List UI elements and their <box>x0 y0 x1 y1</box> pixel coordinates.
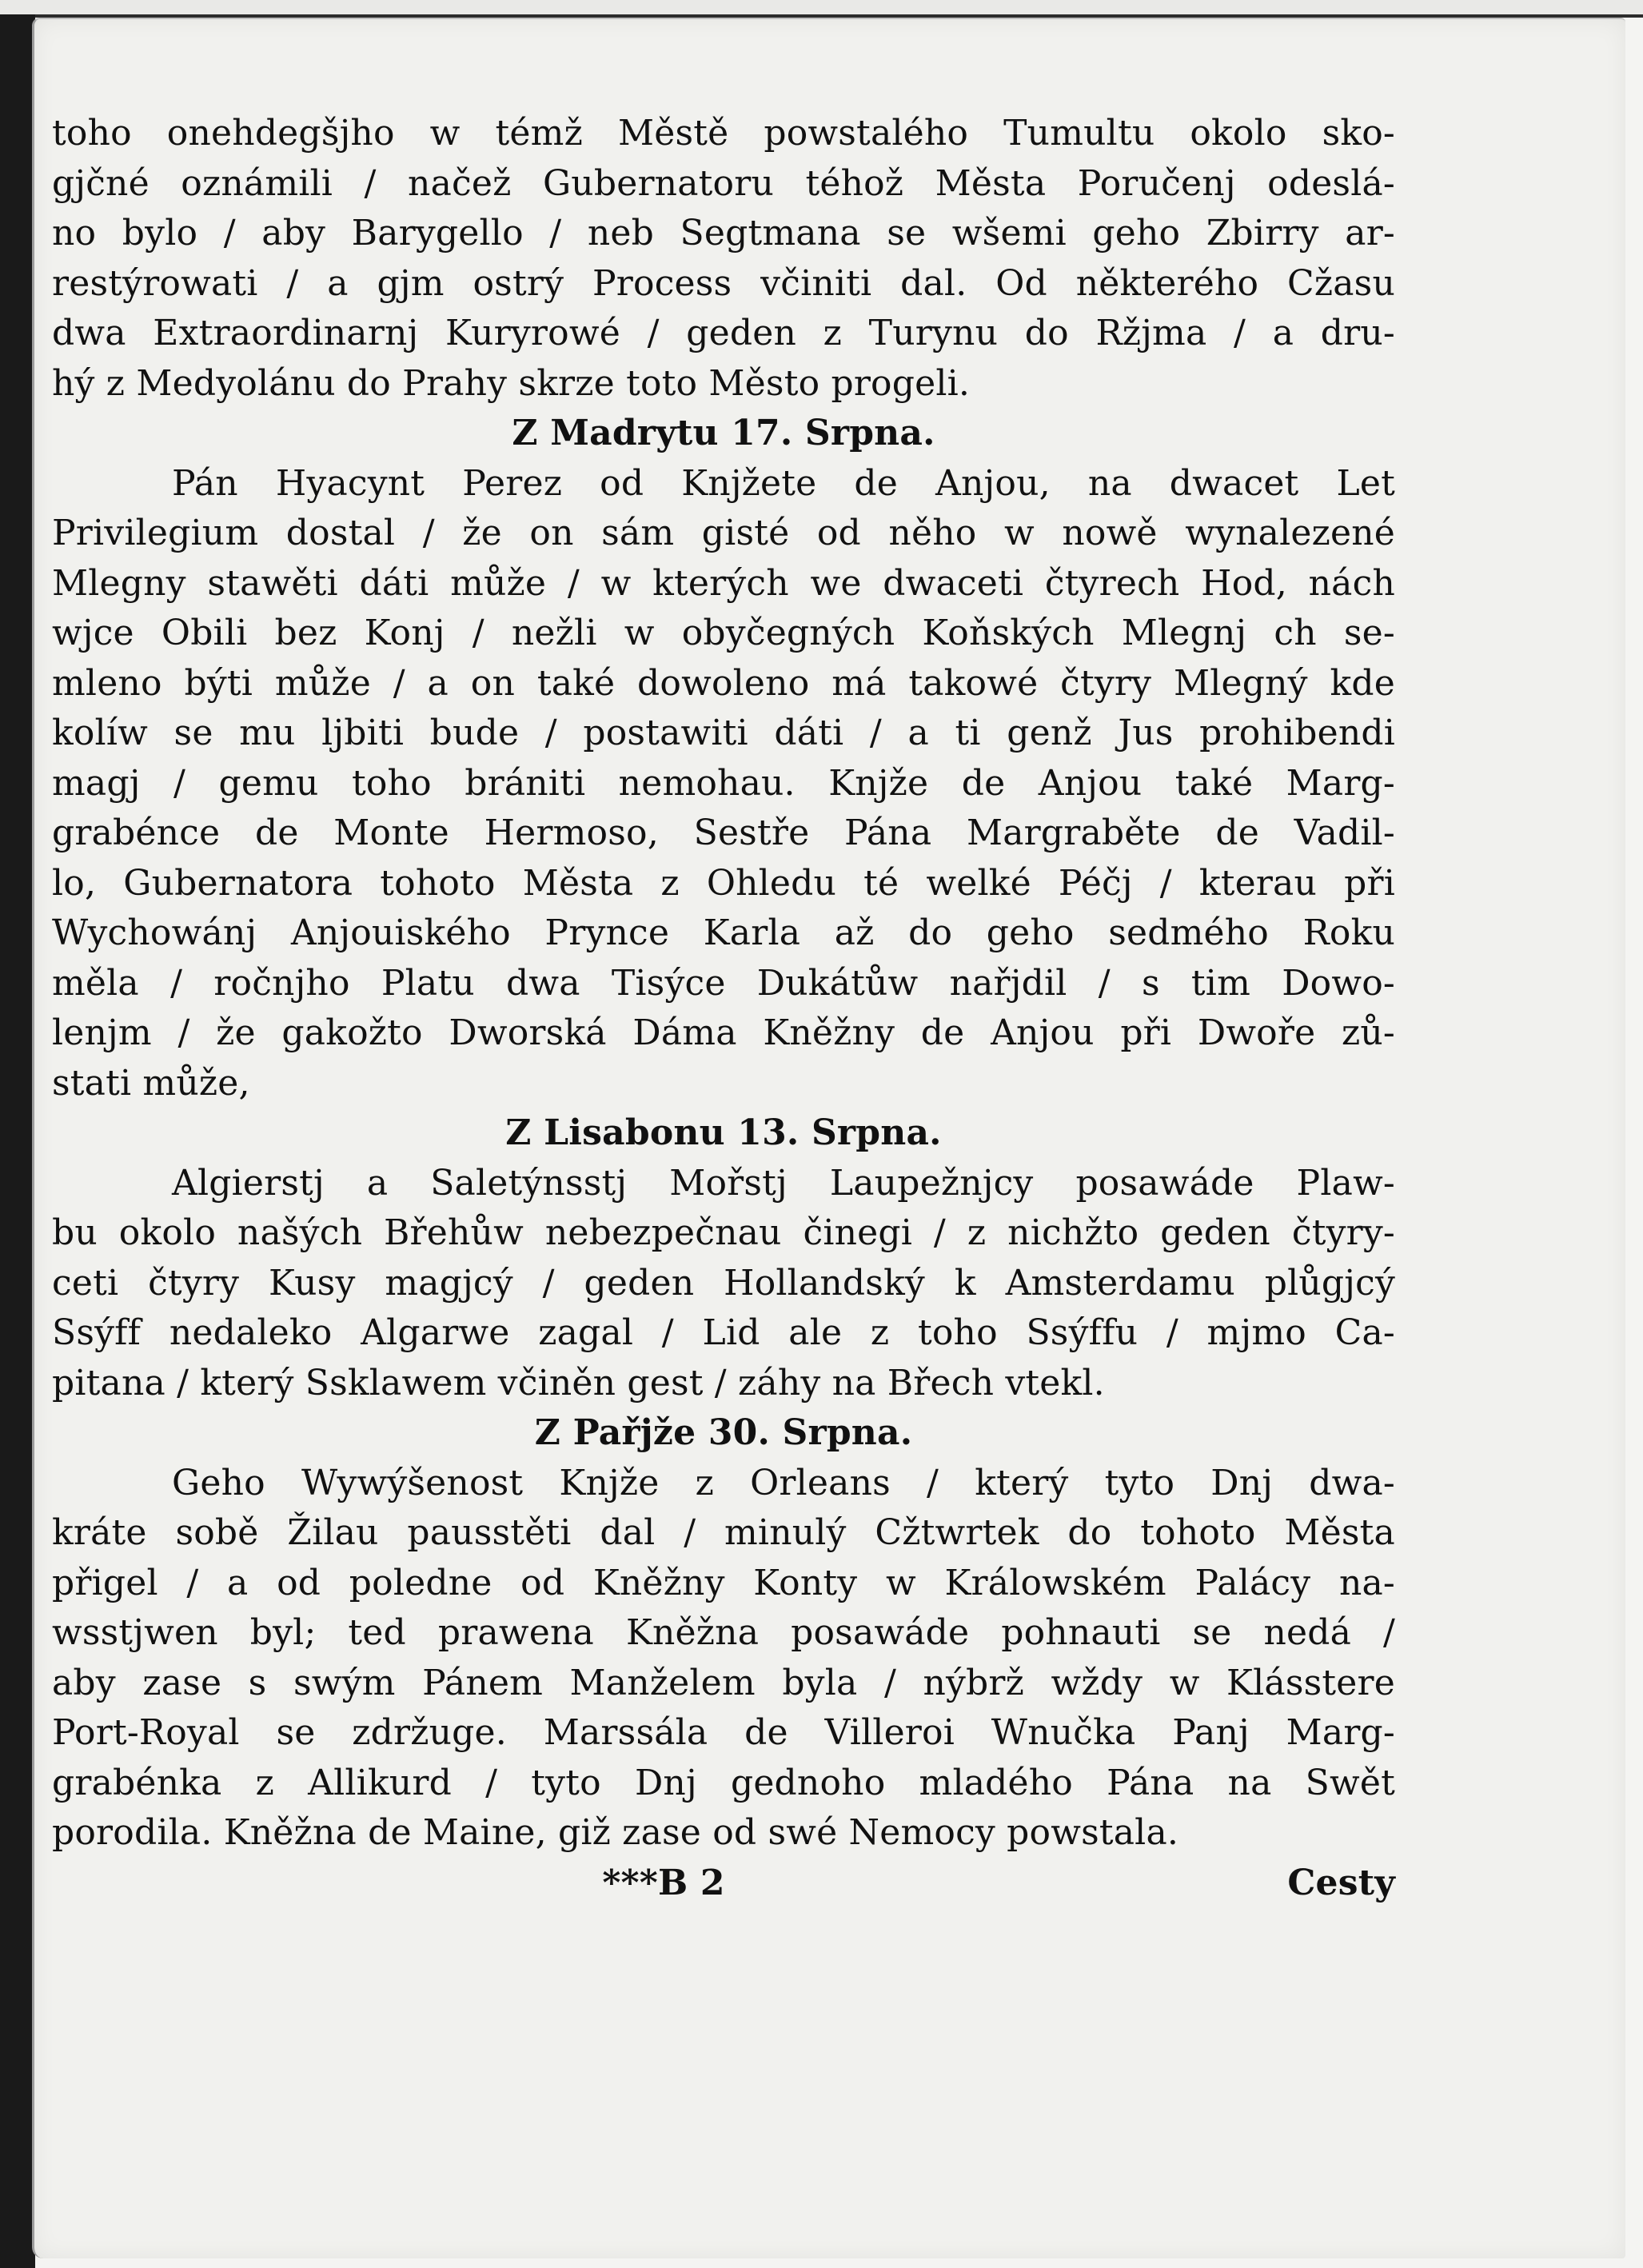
text-line: porodila. Kněžna de Maine, giž zase od swé Nemocy powstala. <box>52 1812 1179 1853</box>
catchword: Cesty <box>1287 1862 1395 1903</box>
text-line: Geho Wywýšenost Knjže z Orleans / který tyto Dnj dwa- <box>172 1462 1395 1503</box>
text-line: aby zase s swým Pánem Manželem byla / nýbrž wždy w Klásstere <box>52 1662 1395 1703</box>
text-line: grabénce de Monte Hermoso, Sestře Pána Margraběte de Vadil- <box>52 813 1395 853</box>
signature-mark: ***B 2 <box>602 1862 725 1903</box>
dateline-heading: Z Pařjže 30. Srpna. <box>534 1412 913 1453</box>
text-line: Port-Royal se zdržuge. Marssála de Villeroi Wnučka Panj Marg- <box>52 1712 1395 1753</box>
book-gutter-shadow <box>0 14 35 2268</box>
text-line: no bylo / aby Barygello / neb Segtmana se wšemi geho Zbirry ar- <box>52 213 1395 254</box>
article-body <box>52 109 1395 1908</box>
text-line: přigel / a od poledne od Kněžny Konty w Králowském Palácy na- <box>52 1562 1395 1603</box>
page-footer <box>52 1859 1395 1909</box>
text-line: kráte sobě Žilau pausstěti dal / minulý Cžtwrtek do tohoto Města <box>52 1512 1395 1553</box>
dateline-heading: Z Madrytu 17. Srpna. <box>512 413 935 453</box>
text-line: toho onehdegšjho w témž Městě powstalého Tumultu okolo sko- <box>52 113 1395 154</box>
previous-page-edge <box>0 0 1643 18</box>
text-line: stati může, <box>52 1062 250 1104</box>
text-line: wjce Obili bez Konj / nežli w obyčegných Koňských Mlegnj ch se- <box>52 613 1395 653</box>
text-line: grabénka z Allikurd / tyto Dnj gednoho mladého Pána na Swět <box>52 1762 1395 1803</box>
text-line: Ssýff nedaleko Algarwe zagal / Lid ale z toho Ssýffu / mjmo Ca- <box>52 1312 1395 1353</box>
text-line: lenjm / že gakožto Dworská Dáma Kněžny de Anjou při Dwoře zů- <box>52 1012 1395 1053</box>
text-line: restýrowati / a gjm ostrý Process včiniti dal. Od některého Cžasu <box>52 262 1395 304</box>
text-line: magj / gemu toho brániti nemohau. Knjže de Anjou také Marg- <box>52 762 1395 804</box>
text-line: měla / ročnjho Platu dwa Tisýce Dukátůw nařjdil / s tim Dowo- <box>52 962 1395 1004</box>
text-line: hý z Medyolánu do Prahy skrze toto Město progeli. <box>52 362 971 404</box>
text-line: Mlegny stawěti dáti může / w kterých we dwaceti čtyrech Hod, nách <box>52 562 1395 604</box>
text-line: gjčné oznámili / načež Gubernatoru téhož Města Poručenj odeslá- <box>52 162 1395 204</box>
dateline-heading: Z Lisabonu 13. Srpna. <box>505 1112 942 1153</box>
text-line: ceti čtyry Kusy magjcý / geden Hollandský k Amsterdamu plůgjcý <box>52 1262 1395 1304</box>
text-line: lo, Gubernatora tohoto Města z Ohledu té welké Péčj / kterau při <box>52 862 1395 904</box>
text-line: kolíw se mu ljbiti bude / postawiti dáti / a ti genž Jus prohibendi <box>52 713 1395 753</box>
newspaper-page <box>32 18 1625 2258</box>
text-line: Privilegium dostal / že on sám gisté od něho w nowě wynalezené <box>52 513 1395 553</box>
text-line: Wychowánj Anjouiského Prynce Karla až do geho sedmého Roku <box>52 912 1395 953</box>
text-line: pitana / který Ssklawem včiněn gest / záhy na Břech vtekl. <box>52 1362 1105 1404</box>
text-line: mleno býti může / a on také dowoleno má takowé čtyry Mlegný kde <box>52 662 1395 704</box>
text-line: Pán Hyacynt Perez od Knjžete de Anjou, na dwacet Let <box>172 462 1395 504</box>
text-line: dwa Extraordinarnj Kuryrowé / geden z Turynu do Ržjma / a dru- <box>52 313 1395 353</box>
text-line: wsstjwen byl; ted prawena Kněžna posawáde pohnauti se nedá / <box>52 1612 1395 1653</box>
text-line: bu okolo našých Břehůw nebezpečnau činegi / z nichžto geden čtyry- <box>52 1212 1395 1253</box>
text-line: Algierstj a Saletýnsstj Mořstj Laupežnjcy posawáde Plaw- <box>172 1162 1395 1204</box>
